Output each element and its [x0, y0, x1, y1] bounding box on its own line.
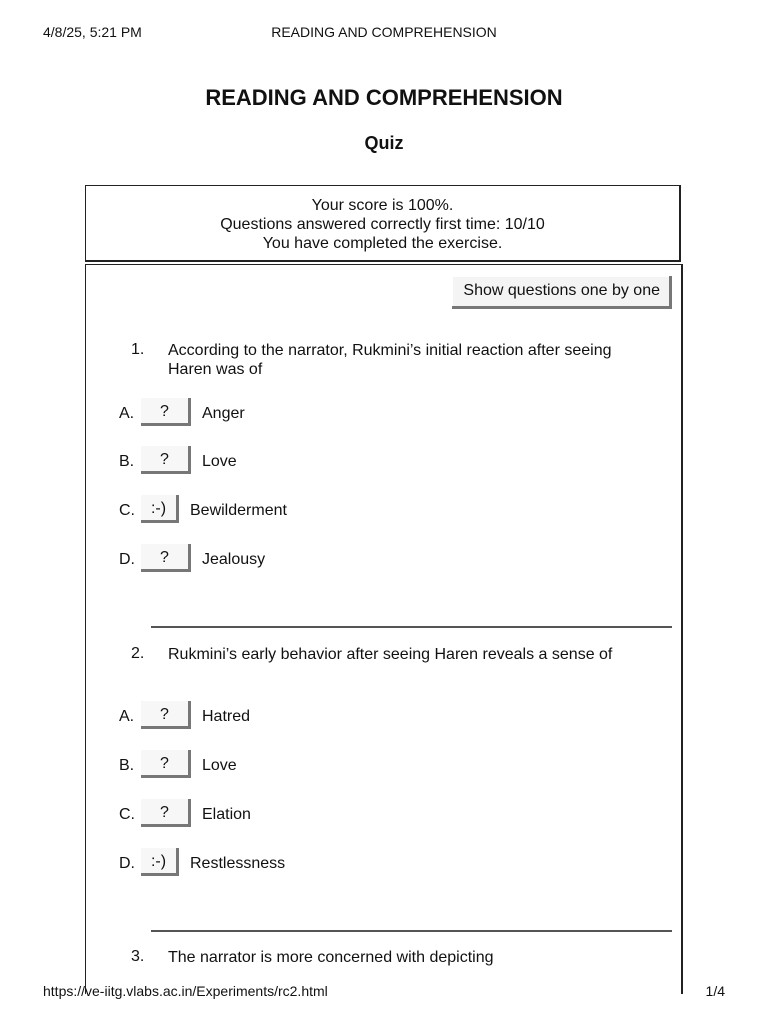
option-text: Anger: [202, 405, 245, 422]
print-page-number: 1/4: [705, 983, 725, 999]
score-panel: [85, 185, 681, 262]
print-header: [43, 24, 725, 42]
answer-correct-button[interactable]: :-): [141, 848, 179, 876]
print-url: https://ve-iitg.vlabs.ac.in/Experiments/rc2.html: [43, 983, 328, 999]
option-text: Love: [202, 757, 237, 774]
score-percent: Your score is 100%.: [311, 197, 454, 214]
answer-check-button[interactable]: ?: [141, 446, 191, 474]
question-number: 2.: [131, 645, 145, 662]
option-letter: B.: [119, 757, 135, 774]
question-number: 3.: [131, 948, 145, 965]
answer-check-button[interactable]: ?: [141, 701, 191, 729]
option-text: Love: [202, 453, 237, 470]
answer-correct-button[interactable]: :-): [141, 495, 179, 523]
option-text: Jealousy: [202, 551, 266, 568]
option-letter: D.: [119, 551, 135, 568]
question-text: According to the narrator, Rukmini’s initial reaction after seeing Haren was of: [168, 342, 612, 378]
option-letter: A.: [119, 708, 135, 725]
print-footer: [43, 983, 725, 1001]
quiz-panel: [85, 264, 683, 994]
score-first-time: Questions answered correctly first time: 10/10: [220, 216, 545, 233]
question-text: Rukmini’s early behavior after seeing Haren reveals a sense of: [168, 646, 613, 663]
question-divider: [151, 930, 672, 932]
answer-check-button[interactable]: ?: [141, 544, 191, 572]
score-completed: You have completed the exercise.: [262, 235, 503, 252]
show-questions-one-by-one-button[interactable]: Show questions one by one: [452, 276, 672, 309]
answer-check-button[interactable]: ?: [141, 799, 191, 827]
option-letter: C.: [119, 806, 135, 823]
option-letter: A.: [119, 405, 135, 422]
question-divider: [151, 626, 672, 628]
page-subtitle: Quiz: [364, 133, 404, 153]
question-text: The narrator is more concerned with depicting: [168, 949, 494, 966]
answer-check-button[interactable]: ?: [141, 398, 191, 426]
option-letter: C.: [119, 502, 135, 519]
print-datetime: 4/8/25, 5:21 PM: [43, 24, 142, 40]
option-text: Bewilderment: [190, 502, 287, 519]
page-title: READING AND COMPREHENSION: [205, 85, 563, 110]
option-text: Hatred: [202, 708, 251, 725]
question-number: 1.: [131, 341, 145, 358]
option-letter: B.: [119, 453, 135, 470]
option-text: Restlessness: [190, 855, 286, 872]
option-text: Elation: [202, 806, 251, 823]
print-doc-title: READING AND COMPREHENSION: [271, 24, 497, 40]
answer-check-button[interactable]: ?: [141, 750, 191, 778]
option-letter: D.: [119, 855, 135, 872]
